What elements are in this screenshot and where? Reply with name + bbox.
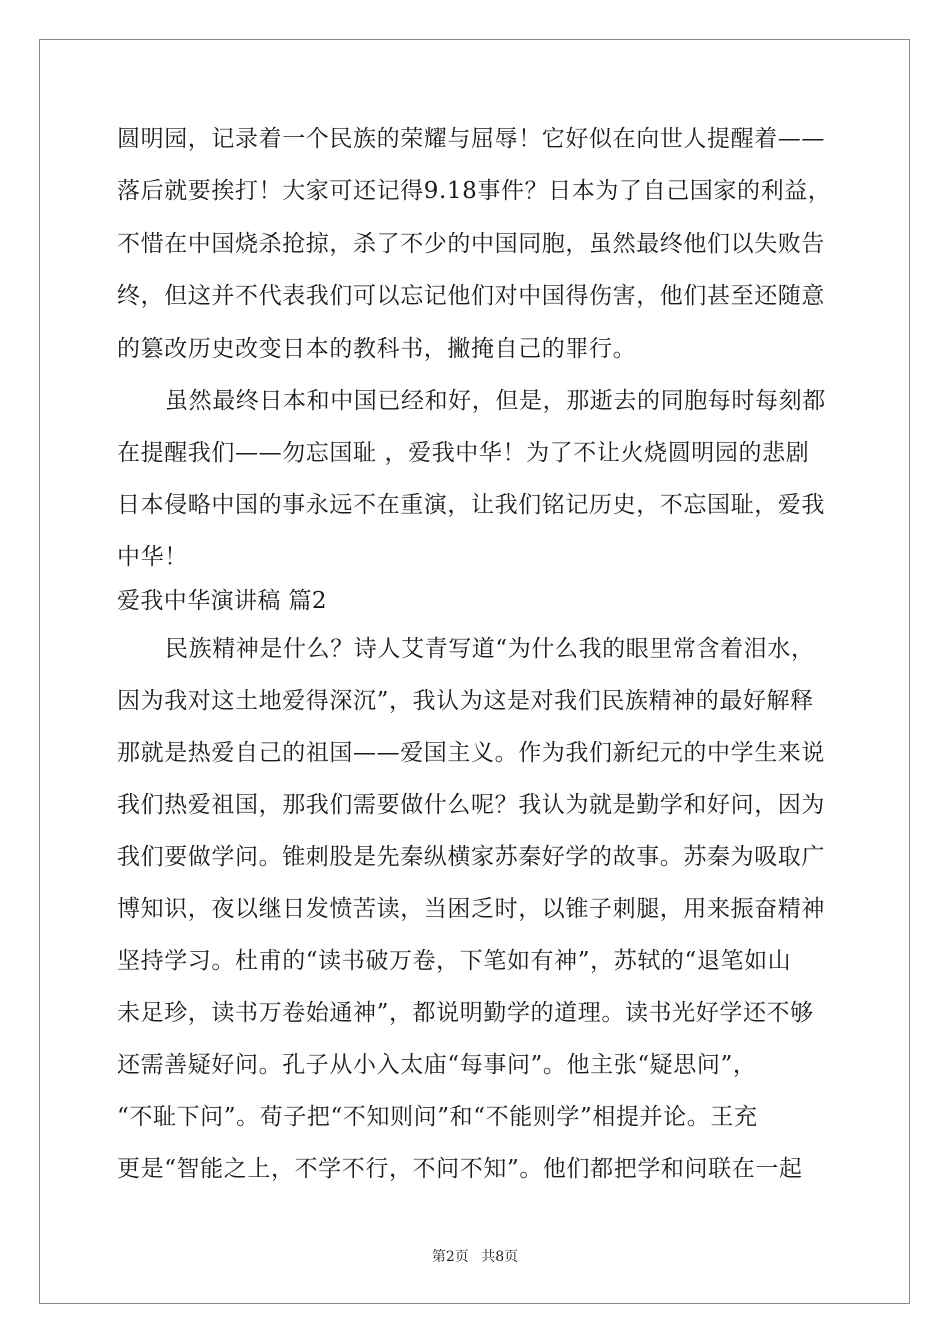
paragraph-line: 因为我对这土地爱得深沉”，我认为这是对我们民族精神的最好解释 xyxy=(117,688,814,714)
paragraph-line: 日本侵略中国的事永远不在重演，让我们铭记历史，不忘国耻，爱我 xyxy=(117,492,825,518)
paragraph-line: 民族精神是什么？诗人艾青写道“为什么我的眼里常含着泪水， xyxy=(165,636,815,662)
page-footer xyxy=(0,1246,950,1266)
section-heading: 爱我中华演讲稿 篇2 xyxy=(117,588,327,614)
paragraph-line: 我们热爱祖国，那我们需要做什么呢？我认为就是勤学和好问，因为 xyxy=(117,792,825,818)
paragraph-line: 那就是热爱自己的祖国——爱国主义。作为我们新纪元的中学生来说 xyxy=(117,740,825,766)
paragraph-line: 未足珍，读书万卷始通神”，都说明勤学的道理。读书光好学还不够 xyxy=(117,1000,814,1026)
paragraph-line: 不惜在中国烧杀抢掠，杀了不少的中国同胞，虽然最终他们以失败告 xyxy=(117,231,825,257)
paragraph-line: 虽然最终日本和中国已经和好，但是，那逝去的同胞每时每刻都 xyxy=(165,388,826,414)
paragraph-line: 更是“智能之上，不学不行，不问不知”。他们都把学和问联在一起 xyxy=(117,1156,803,1182)
paragraph-line: 的篡改历史改变日本的教科书，撇掩自己的罪行。 xyxy=(117,336,637,362)
paragraph-line: 圆明园，记录着一个民族的荣耀与屈辱！它好似在向世人提醒着—— xyxy=(117,126,825,152)
paragraph-line: 终，但这并不代表我们可以忘记他们对中国得伤害，他们甚至还随意 xyxy=(117,283,825,309)
paragraph-line: 还需善疑好问。孔子从小入太庙“每事问”。他主张“疑思问”， xyxy=(117,1052,757,1078)
page-number-current: 第2页 xyxy=(431,1249,469,1265)
paragraph-line: 坚持学习。杜甫的“读书破万卷，下笔如有神”，苏轼的“退笔如山 xyxy=(117,948,792,974)
paragraph-line: 中华！ xyxy=(117,544,188,570)
paragraph-line: 落后就要挨打！大家可还记得9.18事件？日本为了自己国家的利益， xyxy=(117,178,832,204)
page-number-total: 共8页 xyxy=(481,1249,519,1265)
paragraph-line: 我们要做学问。锥刺股是先秦纵横家苏秦好学的故事。苏秦为吸取广 xyxy=(117,844,825,870)
paragraph-line: “不耻下问”。荀子把“不知则问”和“不能则学”相提并论。王充 xyxy=(117,1104,758,1130)
paragraph-line: 博知识，夜以继日发愤苦读，当困乏时，以锥子刺腿，用来振奋精神 xyxy=(117,896,825,922)
paragraph-line: 在提醒我们——勿忘国耻 ，爱我中华！为了不让火烧圆明园的悲剧 xyxy=(117,440,810,466)
